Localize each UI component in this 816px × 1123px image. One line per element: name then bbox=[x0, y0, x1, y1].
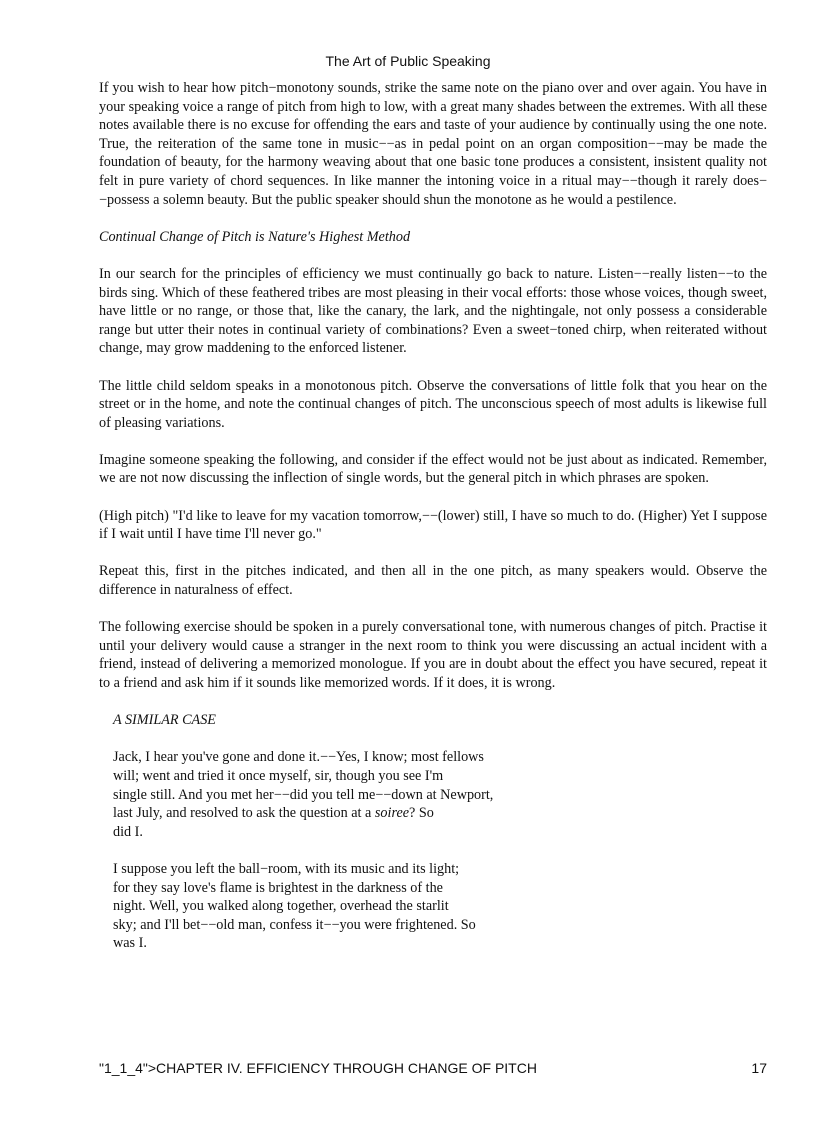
poem-stanza bbox=[113, 860, 767, 953]
poem-line bbox=[113, 804, 767, 823]
page-body bbox=[99, 79, 767, 972]
poem-line: sky; and I'll bet−−old man, confess it−−you were frightened. So bbox=[113, 916, 476, 933]
paragraph-example-quote: (High pitch) "I'd like to leave for my vacation tomorrow,−−(lower) still, I have so much to do. (Higher) Yet I suppose if I wait until I have time I'll never go." bbox=[99, 507, 767, 543]
poem-line-text: ? So bbox=[409, 805, 434, 822]
paragraph-pitch-monotony: If you wish to hear how pitch−monotony sounds, strike the same note on the piano over and over again. You have in your speaking voice a range of pitch from high to low, with a great many shades between the extremes. With all these notes available there is no excuse for offending the ears and taste of your audience by continually using the one note. True, the reiteration of the same tone in music−−as in pedal point on an organ composition−−may be made the foundation of beauty, for the harmony weaving about that one basic tone produces a consistent, insistent quality not felt in pure variety of chord sequences. In like manner the intoning voice in a ritual may−−though it rarely does−−possess a solemn beauty. But the public speaker should shun the monotone as he would a pestilence. bbox=[99, 80, 767, 208]
poem-line: was I. bbox=[113, 935, 147, 952]
section-heading: Continual Change of Pitch is Nature's Highest Method bbox=[99, 228, 411, 245]
poem-italic-word: soiree bbox=[374, 805, 410, 822]
poem-line: will; went and tried it once myself, sir, though you see I'm bbox=[113, 767, 444, 784]
paragraph-child: The little child seldom speaks in a monotonous pitch. Observe the conversations of little folk that you hear on the street or in the home, and note the continual changes of pitch. The unconscious speech of most adults is likewise full of pleasing variations. bbox=[99, 377, 767, 431]
poem-line-text: last July, and resolved to ask the question at a bbox=[113, 805, 375, 822]
poem-stanza bbox=[113, 748, 767, 841]
paragraph-imagine: Imagine someone speaking the following, and consider if the effect would not be just about as indicated. Remember, we are not now discussing the inflection of single words, but the general pitch in which phrases are spoken. bbox=[99, 451, 767, 487]
poem-line: single still. And you met her−−did you tell me−−down at Newport, bbox=[113, 786, 494, 803]
poem-line: for they say love's flame is brightest in the darkness of the bbox=[113, 879, 443, 896]
chapter-title: "1_1_4">CHAPTER IV. EFFICIENCY THROUGH CHANGE OF PITCH bbox=[99, 1060, 537, 1076]
paragraph-birds: In our search for the principles of efficiency we must continually go back to nature. Listen−−really listen−−to the birds sing. Which of these feathered tribes are most pleasing in their vocal efforts: those whose voices, though sweet, have little or no range, or those that, like the canary, the lark, and the nightingale, not only possess a considerable range but utter their notes in continual variety of combinations? Even a sweet−toned chirp, when reiterated without change, may grow maddening to the enforced listener. bbox=[99, 265, 767, 357]
poem-line: I suppose you left the ball−room, with its music and its light; bbox=[113, 860, 460, 877]
poem-line: Jack, I hear you've gone and done it.−−Yes, I know; most fellows bbox=[113, 749, 484, 766]
page-number: 17 bbox=[751, 1060, 767, 1076]
poem-title: A SIMILAR CASE bbox=[113, 712, 216, 729]
poem bbox=[113, 711, 767, 953]
paragraph-exercise: The following exercise should be spoken in a purely conversational tone, with numerous changes of pitch. Practise it until your delivery would cause a stranger in the next room to think you were discussing an actual incident with a friend, instead of delivering a memorized monologue. If you are in doubt about the effect you have secured, repeat it to a friend and ask him if it sounds like memorized words. If it does, it is wrong. bbox=[99, 619, 767, 691]
poem-line: did I. bbox=[113, 823, 143, 840]
paragraph-repeat: Repeat this, first in the pitches indicated, and then all in the one pitch, as many speakers would. Observe the difference in naturalness of effect. bbox=[99, 563, 767, 599]
poem-line: night. Well, you walked along together, overhead the starlit bbox=[113, 898, 449, 915]
running-title: The Art of Public Speaking bbox=[325, 53, 491, 69]
